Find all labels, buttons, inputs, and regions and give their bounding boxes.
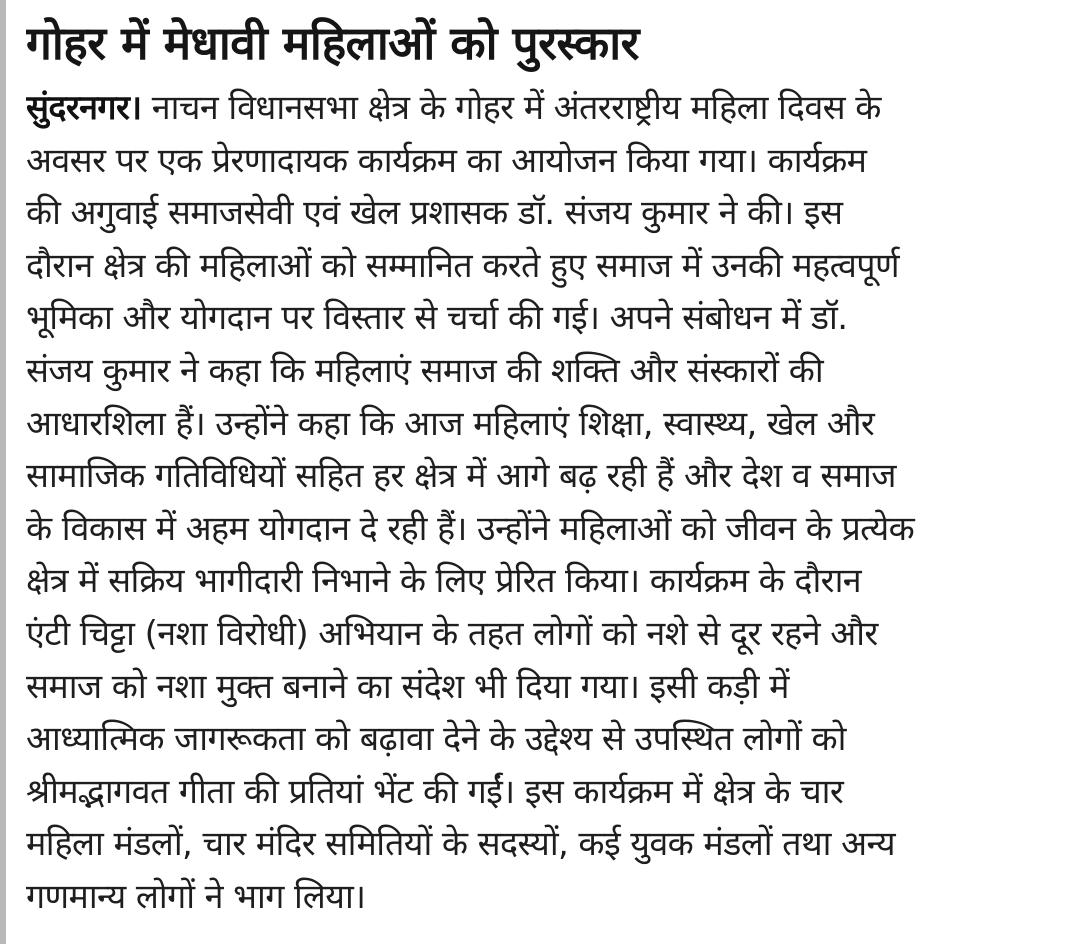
- article-line-9: के विकास में अहम योगदान दे रही हैं। उन्होंने महिलाओं को जीवन के प्रत्येक: [26, 508, 915, 549]
- article-line-1-text: नाचन विधानसभा क्षेत्र के गोहर में अंतरराष्ट्रीय महिला दिवस के: [141, 88, 881, 128]
- article-line-14: श्रीमद्भागवत गीता की प्रतियां भेंट की गईं। इस कार्यक्रम में क्षेत्र के चार: [26, 771, 844, 812]
- article-line-3: की अगुवाई समाजसेवी एवं खेल प्रशासक डॉ. संजय कुमार ने की। इस: [26, 193, 843, 234]
- news-article: [26, 0, 1062, 944]
- article-headline: गोहर में मेधावी महिलाओं को पुरस्कार: [26, 16, 639, 70]
- page-left-edge: [0, 0, 6, 944]
- article-line-2: अवसर पर एक प्रेरणादायक कार्यक्रम का आयोजन किया गया। कार्यक्रम: [26, 140, 867, 181]
- article-body: [26, 82, 1062, 924]
- article-line-8: सामाजिक गतिविधियों सहित हर क्षेत्र में आगे बढ़ रही हैं और देश व समाज: [26, 456, 896, 497]
- article-line-6: संजय कुमार ने कहा कि महिलाएं समाज की शक्ति और संस्कारों की: [26, 350, 824, 391]
- article-line-11: एंटी चिट्टा (नशा विरोधी) अभियान के तहत लोगों को नशे से दूर रहने और: [26, 613, 878, 654]
- article-line-1: [26, 82, 1062, 135]
- article-dateline: सुंदरनगर।: [26, 88, 142, 128]
- article-line-16: गणमान्य लोगों ने भाग लिया।: [26, 876, 366, 917]
- article-line-7: आधारशिला हैं। उन्होंने कहा कि आज महिलाएं शिक्षा, स्वास्थ्य, खेल और: [26, 403, 875, 444]
- article-line-5: भूमिका और योगदान पर विस्तार से चर्चा की गई। अपने संबोधन में डॉ.: [26, 298, 848, 339]
- article-line-10: क्षेत्र में सक्रिय भागीदारी निभाने के लिए प्रेरित किया। कार्यक्रम के दौरान: [26, 561, 862, 602]
- article-line-4: दौरान क्षेत्र की महिलाओं को सम्मानित करते हुए समाज में उनकी महत्वपूर्ण: [26, 245, 899, 286]
- article-line-12: समाज को नशा मुक्त बनाने का संदेश भी दिया गया। इसी कड़ी में: [26, 666, 789, 707]
- article-line-13: आध्यात्मिक जागरूकता को बढ़ावा देने के उद्देश्य से उपस्थित लोगों को: [26, 719, 846, 760]
- article-line-15: महिला मंडलों, चार मंदिर समितियों के सदस्यों, कई युवक मंडलों तथा अन्य: [26, 824, 896, 865]
